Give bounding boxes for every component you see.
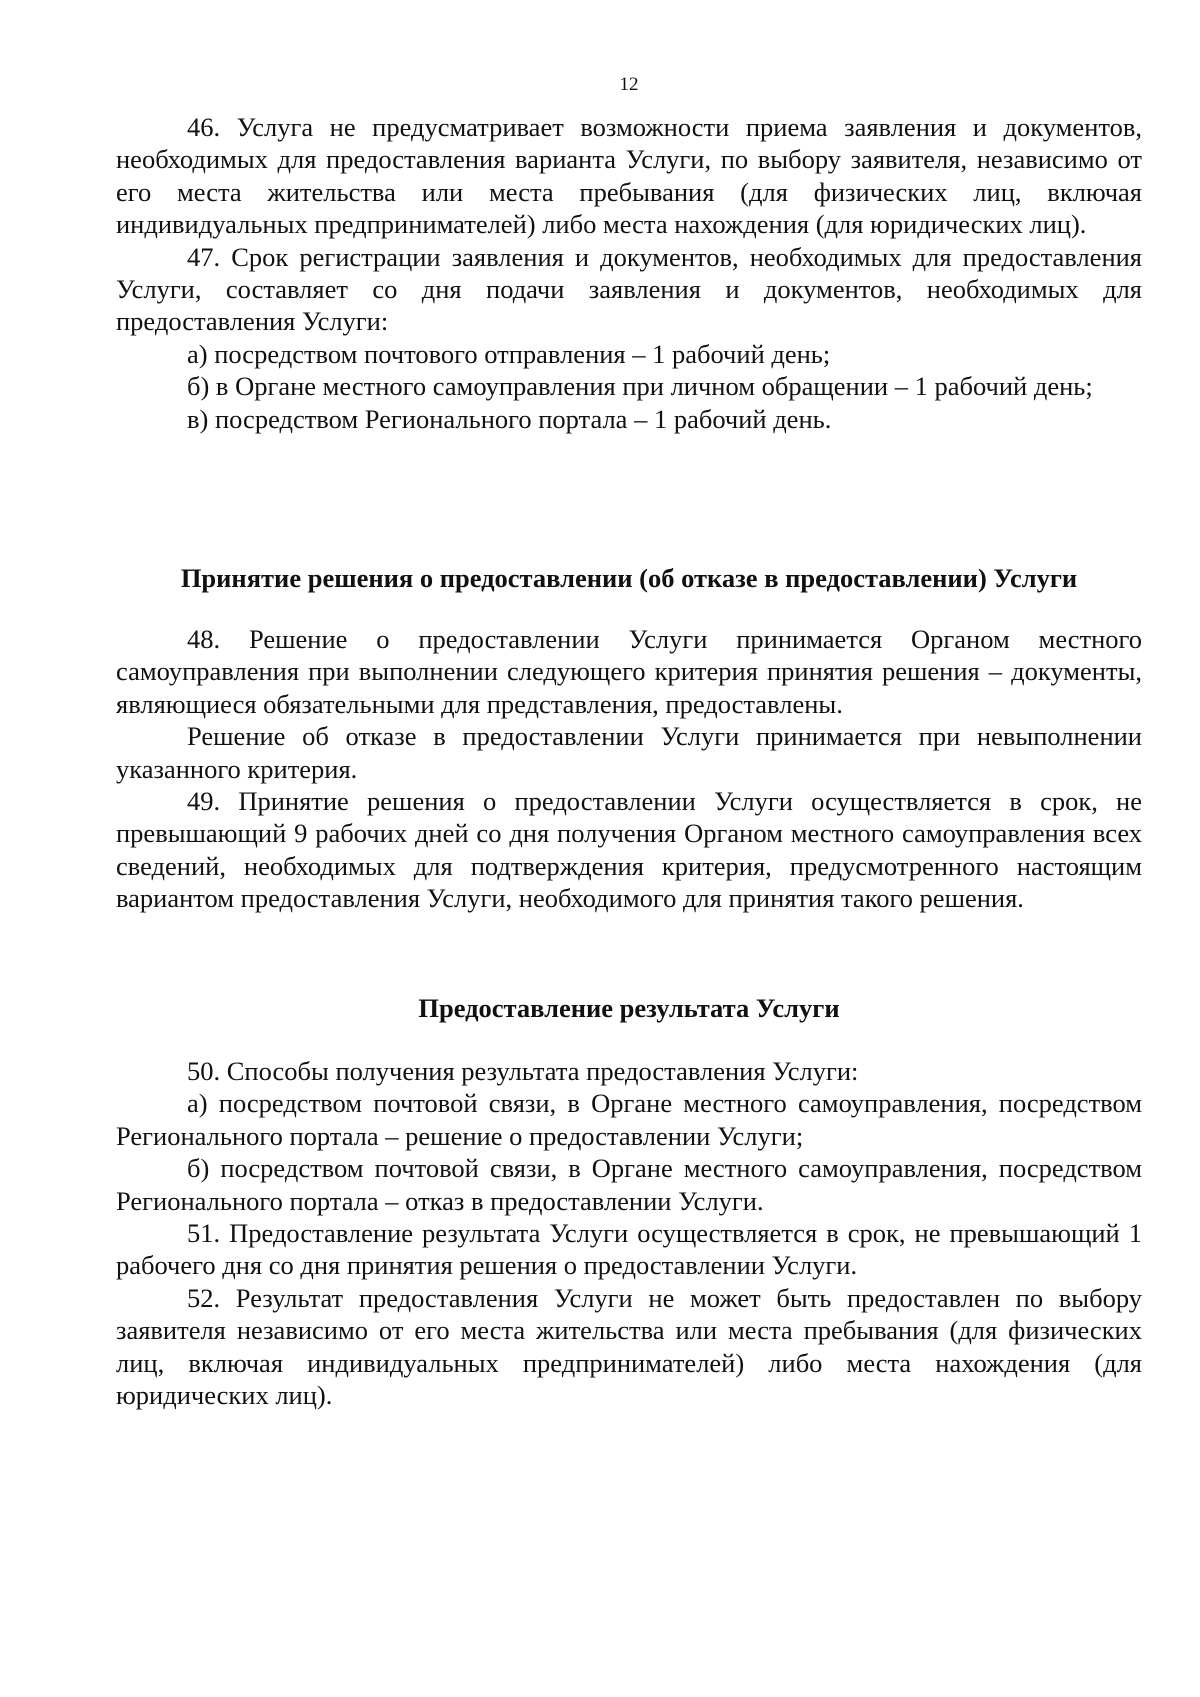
- paragraph-47-v: в) посредством Регионального портала – 1 рабочий день.: [187, 403, 832, 434]
- section-decision-heading-wrap: [116, 562, 1142, 594]
- paragraph-47-a: а) посредством почтового отправления – 1 рабочий день;: [187, 338, 831, 369]
- section-decision: [116, 623, 1142, 915]
- paragraph-47: 47. Срок регистрации заявления и документов, необходимых для предоставления Услуги, составляет со дня подачи заявления и документов, необходимых для предоставления Услуги:: [116, 241, 1142, 337]
- paragraph-50-b: б) посредством почтовой связи, в Органе местного самоуправления, посредством Регионального портала – отказ в предоставлении Услуги.: [116, 1153, 1142, 1216]
- heading-decision: Принятие решения о предоставлении (об отказе в предоставлении) Услуги: [180, 563, 1078, 593]
- section-result: [116, 1055, 1142, 1411]
- paragraph-46: 46. Услуга не предусматривает возможности приема заявления и документов, необходимых для предоставления варианта Услуги, по выбору заявителя, независимо от его места жительства или места пребывания (для физических лиц, включая индивидуальных предпринимателей) либо места нахождения (для юридических лиц).: [116, 112, 1142, 240]
- paragraph-50: 50. Способы получения результата предоставления Услуги:: [187, 1056, 859, 1086]
- paragraph-48-refusal: Решение об отказе в предоставлении Услуги принимается при невыполнении указанного критерия.: [116, 721, 1142, 784]
- paragraph-47-b: б) в Органе местного самоуправления при личном обращении – 1 рабочий день;: [187, 371, 1093, 402]
- paragraph-51: 51. Предоставление результата Услуги осуществляется в срок, не превышающий 1 рабочего дня со дня принятия решения о предоставлении Услуги.: [116, 1218, 1142, 1281]
- paragraph-49: 49. Принятие решения о предоставлении Услуги осуществляется в срок, не превышающий 9 рабочих дней со дня получения Органом местного самоуправления всех сведений, необходимых для подтверждения критерия, предусмотренного настоящим вариантом предоставления Услуги, необходимого для принятия такого решения.: [116, 786, 1142, 914]
- section-result-heading-wrap: [116, 992, 1142, 1024]
- paragraph-48: 48. Решение о предоставлении Услуги принимается Органом местного самоуправления при выполнении следующего критерия принятия решения – документы, являющиеся обязательными для представления, предоставлены.: [116, 624, 1142, 719]
- paragraph-50-a: а) посредством почтовой связи, в Органе местного самоуправления, посредством Регионального портала – решение о предоставлении Услуги;: [116, 1088, 1142, 1151]
- paragraph-52: 52. Результат предоставления Услуги не может быть предоставлен по выбору заявителя независимо от его места жительства или места пребывания (для физических лиц, включая индивидуальных предпринимателей) либо места нахождения (для юридических лиц).: [116, 1282, 1142, 1411]
- heading-result: Предоставление результата Услуги: [418, 993, 840, 1023]
- section-registration: [116, 111, 1142, 435]
- page-number: 12: [619, 74, 639, 95]
